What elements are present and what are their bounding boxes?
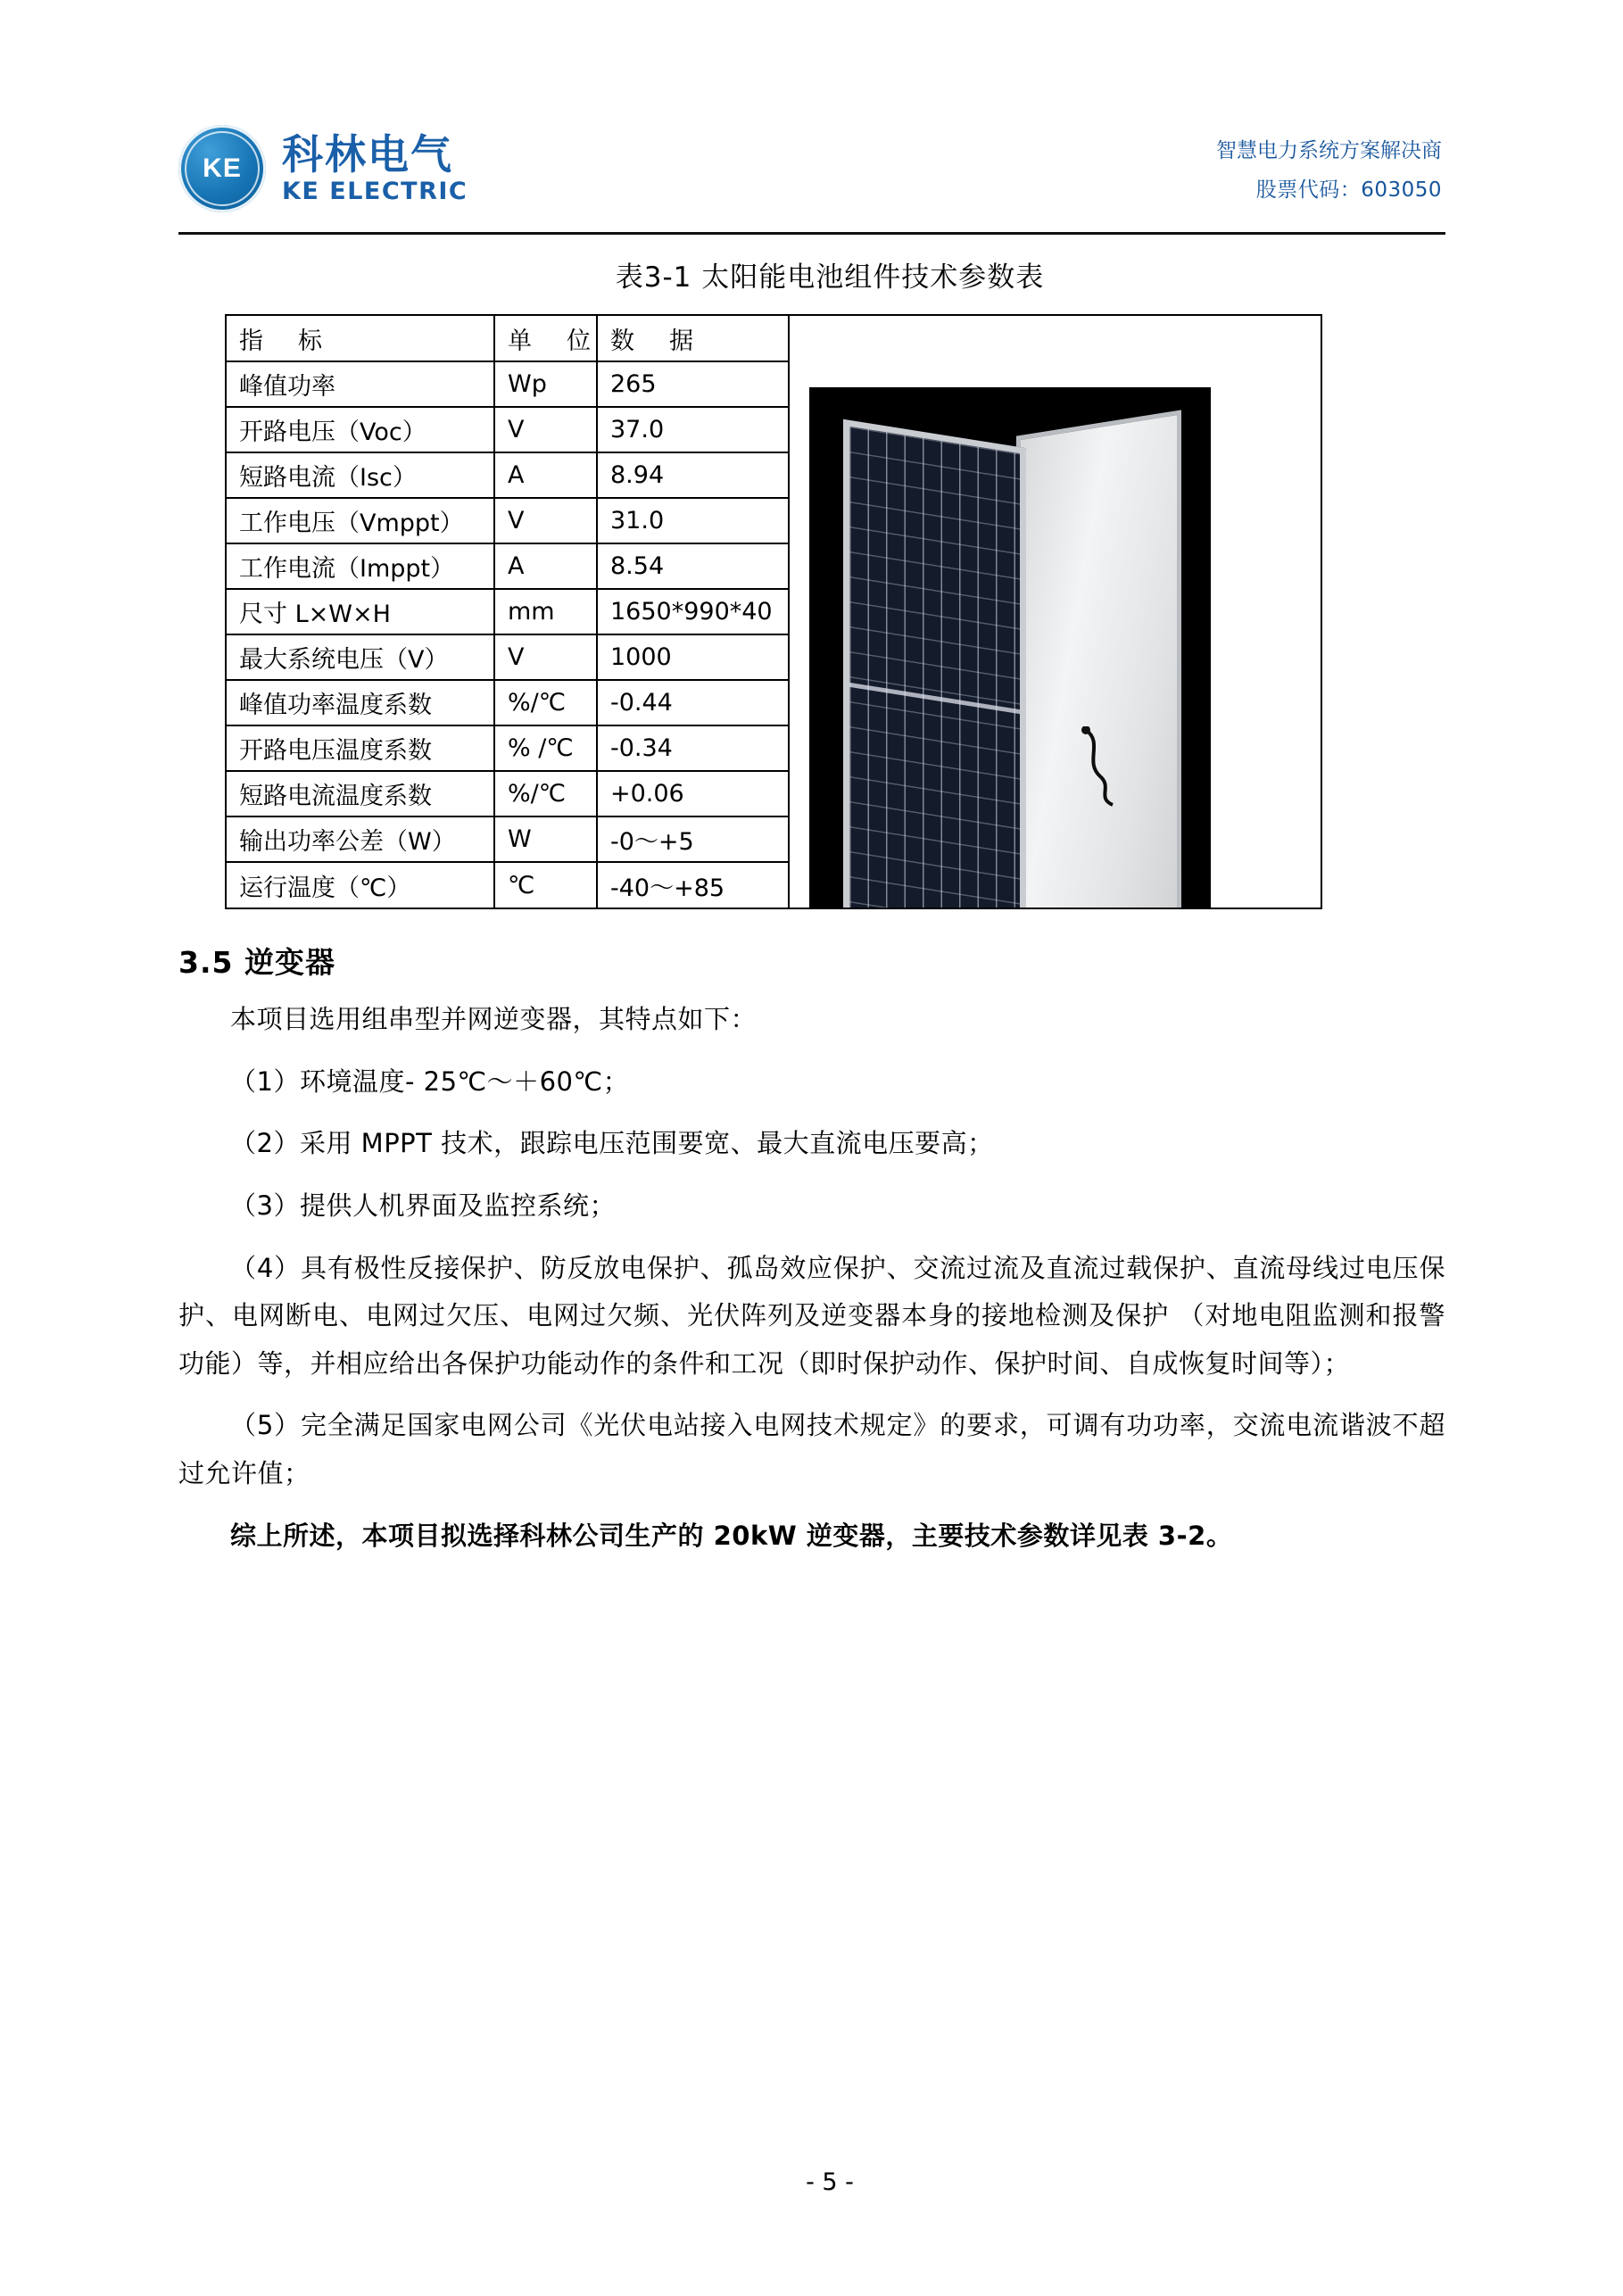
table-row — [227, 816, 789, 862]
product-photo-cell — [790, 316, 1321, 908]
cell-unit: W — [494, 816, 597, 862]
page-footer: - 5 - — [806, 2168, 854, 2196]
list-item: （5）完全满足国家电网公司《光伏电站接入电网技术规定》的要求，可调有功功率，交流电流谐波不超过允许值； — [178, 1410, 1445, 1489]
table-row — [227, 452, 789, 498]
table-title: 表3-1 太阳能电池组件技术参数表 — [615, 261, 1045, 294]
panel-backsheet — [1016, 410, 1181, 908]
cell-label: 工作电流（Imppt） — [227, 543, 494, 589]
cell-unit: A — [494, 543, 597, 589]
cell-label: 峰值功率温度系数 — [227, 680, 494, 725]
solar-cell-grid — [849, 427, 1020, 908]
cell-unit: %/℃ — [494, 680, 597, 725]
company-logo — [178, 125, 468, 212]
cell-value: 37.0 — [597, 407, 789, 452]
table-row — [227, 361, 789, 407]
cell-value: +0.06 — [597, 771, 789, 816]
cell-value: 31.0 — [597, 498, 789, 543]
cell-unit: A — [494, 452, 597, 498]
panel-front-cells — [843, 419, 1026, 908]
cell-unit: V — [494, 407, 597, 452]
logo-company-en: KE ELECTRIC — [282, 177, 468, 205]
cell-value: 1650*990*40 — [597, 589, 789, 634]
table-row — [227, 862, 789, 908]
table-row — [227, 407, 789, 452]
list-item: （2）采用 MPPT 技术，跟踪电压范围要宽、最大直流电压要高； — [230, 1128, 994, 1159]
cell-value: -0～+5 — [597, 816, 789, 862]
cell-label: 开路电压温度系数 — [227, 725, 494, 771]
cell-unit: mm — [494, 589, 597, 634]
cell-label: 最大系统电压（V） — [227, 634, 494, 680]
header-right-block — [1216, 132, 1442, 210]
table-row — [227, 543, 789, 589]
cell-label: 工作电压（Vmppt） — [227, 498, 494, 543]
table-row — [227, 680, 789, 725]
cell-value: -0.34 — [597, 725, 789, 771]
spec-table — [227, 316, 790, 908]
cell-value: -0.44 — [597, 680, 789, 725]
cell-value: 8.54 — [597, 543, 789, 589]
cell-unit: % /℃ — [494, 725, 597, 771]
section-conclusion: 综上所述，本项目拟选择科林公司生产的 20kW 逆变器，主要技术参数详见表 3-2。 — [230, 1520, 1233, 1551]
cell-label: 尺寸 L×W×H — [227, 589, 494, 634]
cell-unit: V — [494, 498, 597, 543]
cell-value: 1000 — [597, 634, 789, 680]
table-header-cell-index: 指 标 — [227, 316, 494, 361]
table-row — [227, 725, 789, 771]
table-row — [227, 771, 789, 816]
header-tagline: 智慧电力系统方案解决商 — [1216, 139, 1442, 162]
cell-unit: ℃ — [494, 862, 597, 908]
spec-table-block — [225, 314, 1322, 909]
page-header — [178, 116, 1445, 235]
cell-label: 短路电流温度系数 — [227, 771, 494, 816]
section-heading: 3.5 逆变器 — [178, 945, 335, 980]
list-item: （1）环境温度- 25℃～＋60℃； — [230, 1065, 630, 1097]
table-header-row — [227, 316, 789, 361]
header-stock-code: 股票代码：603050 — [1255, 178, 1442, 202]
cell-label: 输出功率公差（W） — [227, 816, 494, 862]
solar-panel-photo — [809, 387, 1211, 908]
cell-label: 开路电压（Voc） — [227, 407, 494, 452]
table-row — [227, 634, 789, 680]
cell-value: 265 — [597, 361, 789, 407]
list-item: （3）提供人机界面及监控系统； — [230, 1189, 616, 1221]
cell-label: 运行温度（℃） — [227, 862, 494, 908]
section-intro: 本项目选用组串型并网逆变器，其特点如下： — [230, 1004, 758, 1034]
cell-unit: Wp — [494, 361, 597, 407]
logo-mark-text: KE — [203, 153, 242, 183]
table-header-cell-unit: 单 位 — [494, 316, 597, 361]
table-row — [227, 589, 789, 634]
cell-value: 8.94 — [597, 452, 789, 498]
cell-label: 峰值功率 — [227, 361, 494, 407]
logo-text — [282, 129, 468, 205]
page-content — [178, 0, 1445, 2296]
cell-unit: %/℃ — [494, 771, 597, 816]
list-item: （4）具有极性反接保护、防反放电保护、孤岛效应保护、交流过流及直流过载保护、直流母线过电压保护、电网断电、电网过欠压、电网过欠频、光伏阵列及逆变器本身的接地检测及保护 （对地电阻监测和报警功能）等，并相应给出各保护功能动作的条件和工况（即时保护动作、保护时间、自成恢复时间等）； — [178, 1252, 1445, 1379]
table-row — [227, 498, 789, 543]
logo-company-cn: 科林电气 — [282, 129, 453, 178]
panel-cable-icon — [1077, 726, 1139, 807]
cell-unit: V — [494, 634, 597, 680]
logo-badge-icon — [178, 125, 266, 212]
cell-value: -40～+85 — [597, 862, 789, 908]
cell-label: 短路电流（Isc） — [227, 452, 494, 498]
table-header-cell-value: 数 据 — [597, 316, 789, 361]
